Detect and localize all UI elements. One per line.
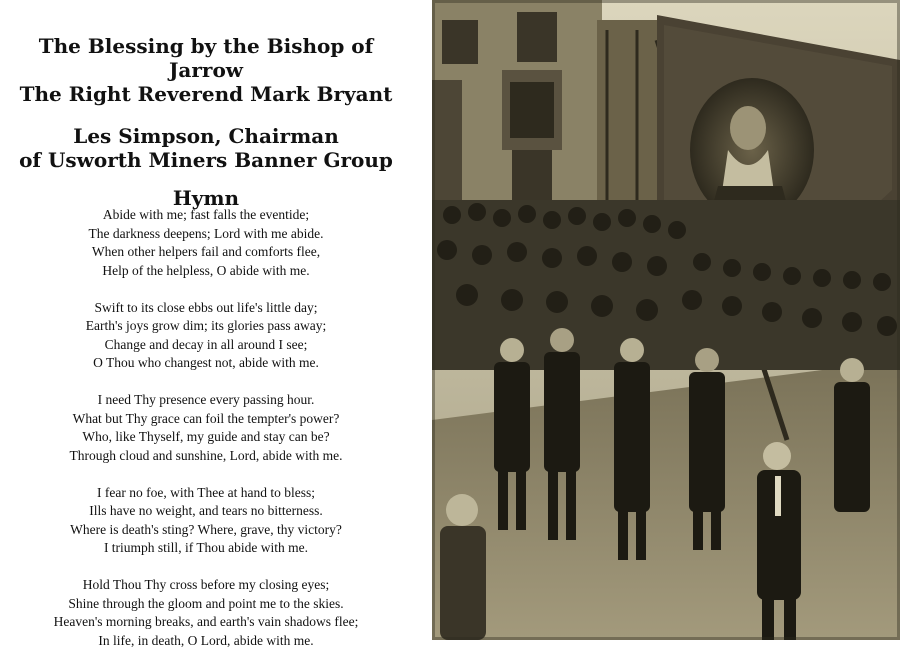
hymn-line: Ills have no weight, and tears no bitterness. [89, 503, 323, 518]
heading-chairman: Les Simpson, Chairman [73, 124, 339, 148]
hymn-line: The darkness deepens; Lord with me abide. [88, 225, 324, 241]
hymn-line: I triumph still, if Thou abide with me. [103, 540, 309, 555]
hymn-verse [0, 391, 412, 465]
historic-photo-miners-parade [432, 0, 900, 640]
heading-bishop-name: The Right Reverend Mark Bryant [19, 82, 393, 106]
hymn-line: Abide with me; fast falls the eventide; [102, 207, 310, 222]
program-headings [0, 34, 412, 210]
program-text-page [0, 0, 432, 648]
hymn-line: Change and decay in all around I see; [104, 336, 308, 352]
hymn-line: Shine through the gloom and point me to the skies. [68, 595, 344, 611]
hymn-line: Help of the helpless, O abide with me. [102, 262, 310, 278]
hymn-line: Heaven's morning breaks, and earth's vain shadows flee; [53, 614, 359, 629]
hymn-line: Through cloud and sunshine, Lord, abide with me. [69, 447, 343, 463]
hymn-line: Who, like Thyself, my guide and stay can be? [82, 429, 330, 444]
hymn-verse [0, 299, 412, 373]
hymn-lyrics [0, 206, 412, 669]
hymn-verse [0, 576, 412, 650]
hymn-line: O Thou who changest not, abide with me. [93, 355, 319, 370]
hymn-line: I fear no foe, with Thee at hand to bless; [97, 484, 315, 500]
hymn-verse [0, 484, 412, 558]
hymn-line: When other helpers fail and comforts flee, [91, 244, 321, 259]
hymn-line: Where is death's sting? Where, grave, thy victory? [70, 521, 342, 537]
hymn-line: Hold Thou Thy cross before my closing eyes; [82, 577, 330, 592]
hymn-line: In life, in death, O Lord, abide with me. [98, 632, 314, 648]
heading-blessing: The Blessing by the Bishop of Jarrow [38, 34, 374, 82]
hymn-line: What but Thy grace can foil the tempter's power? [72, 410, 340, 426]
hymn-verse [0, 206, 412, 280]
heading-banner-group: of Usworth Miners Banner Group [19, 148, 393, 172]
hymn-line: I need Thy presence every passing hour. [97, 392, 315, 407]
photo-illustration [432, 0, 900, 640]
hymn-line: Earth's joys grow dim; its glories pass away; [85, 318, 327, 333]
hymn-line: Swift to its close ebbs out life's little day; [94, 299, 318, 315]
hymn-title: Hymn [172, 186, 240, 210]
